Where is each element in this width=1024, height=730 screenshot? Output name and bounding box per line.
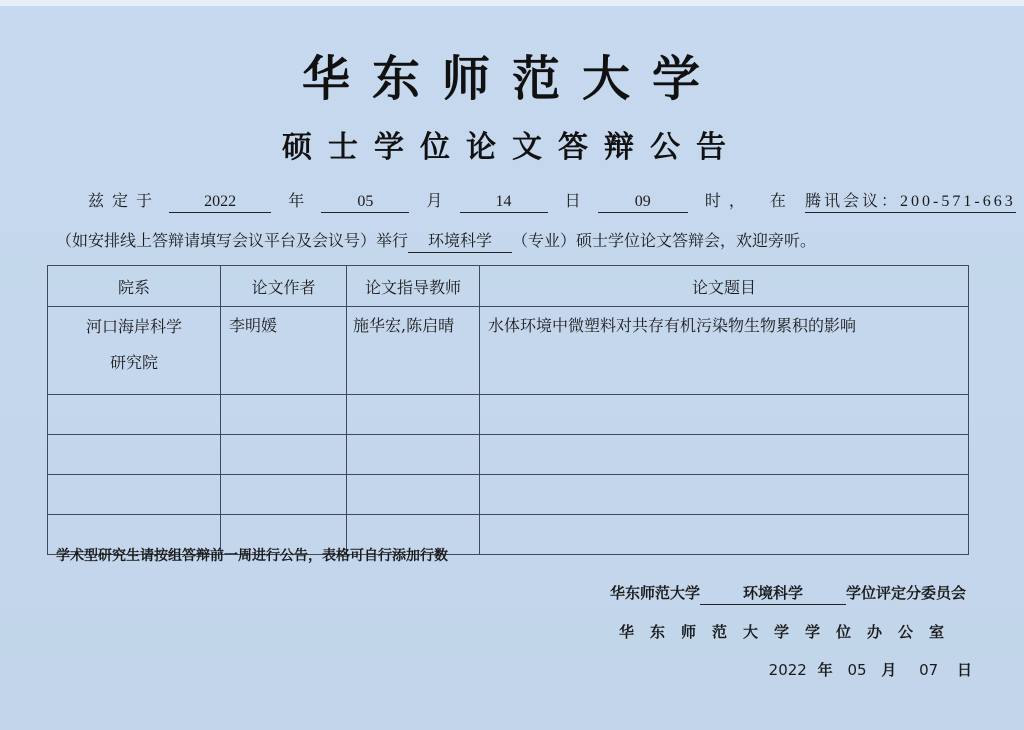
committee-major-field: 环境科学 [700,582,846,605]
venue-field: 腾讯会议：200-571-663 [805,188,1016,213]
date-month-unit: 月 [881,661,897,679]
empty-cell [221,435,347,475]
at-label: 在 [769,191,786,210]
month-field: 05 [321,193,409,213]
paper-edge [0,0,1024,6]
schedule-prefix: 兹定于 [88,191,161,210]
day-unit: 日 [564,191,581,210]
header-advisor: 论文指导教师 [347,266,480,307]
date-day: 07 [919,661,939,679]
table-row [48,307,969,395]
date-month: 05 [847,661,867,679]
major-line [56,228,816,253]
header-topic: 论文题目 [480,266,969,307]
topic-cell: 水体环境中微塑料对共存有机污染物生物累积的影响 [480,307,969,395]
empty-cell [221,475,347,515]
empty-cell [347,395,480,435]
defense-table [47,265,969,555]
hour-unit: 时， [704,191,753,210]
date-day-unit: 日 [956,661,972,679]
dept-line-1: 河口海岸科学 [85,317,182,336]
hour-field: 09 [598,193,688,213]
empty-cell [480,475,969,515]
footnote: 学术型研究生请按组答辩前一周进行公告，表格可自行添加行数 [56,548,448,564]
schedule-line [88,188,1016,213]
month-unit: 月 [426,191,443,210]
empty-cell [480,395,969,435]
table-header-row [48,266,969,307]
empty-cell [347,435,480,475]
table-row-empty [48,475,969,515]
header-dept: 院系 [48,266,221,307]
header-author: 论文作者 [221,266,347,307]
day-field: 14 [460,193,548,213]
empty-cell [221,395,347,435]
year-unit: 年 [288,191,305,210]
table-row-empty [48,395,969,435]
major-field: 环境科学 [408,228,512,253]
dept-line-2: 研究院 [109,353,158,372]
year-field: 2022 [169,193,271,213]
office-signature: 华东师范大学学位办公室 [618,623,960,641]
advisor-cell: 施华宏,陈启晴 [347,307,480,395]
empty-cell [347,475,480,515]
committee-prefix: 华东师范大学 [609,584,700,602]
committee-signature [610,582,966,605]
empty-cell [48,475,221,515]
dept-cell [48,307,221,395]
university-title: 华东师范大学 [301,51,722,107]
date-year: 2022 [768,661,807,679]
author-cell: 李明媛 [221,307,347,395]
table-row-empty [48,435,969,475]
empty-cell [48,435,221,475]
date-year-unit: 年 [817,661,833,679]
empty-cell [480,435,969,475]
empty-cell [480,515,969,555]
major-line-suffix: （专业）硕士学位论文答辩会，欢迎旁听。 [512,231,817,250]
major-line-prefix: （如安排线上答辩请填写会议平台及会议号）举行 [56,231,409,250]
empty-cell [48,395,221,435]
committee-suffix: 学位评定分委员会 [845,584,966,602]
announcement-title: 硕士学位论文答辩公告 [282,130,742,165]
issue-date [769,659,972,680]
